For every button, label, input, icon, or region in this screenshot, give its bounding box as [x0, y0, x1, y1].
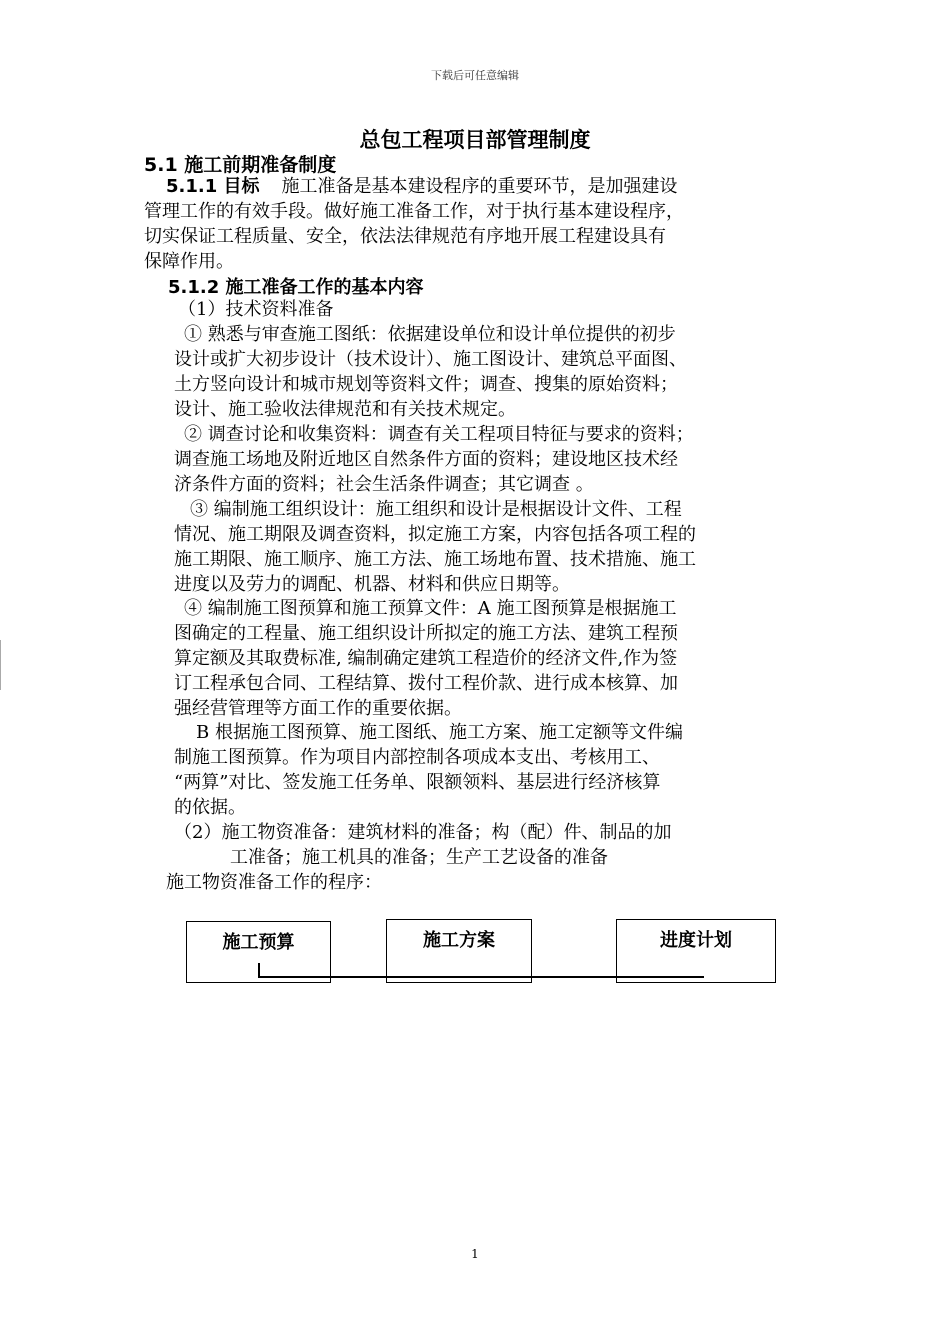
margin-mark: [0, 640, 1, 690]
para-5-1-1-text-1: 施工准备是基本建设程序的重要环节，是加强建设: [281, 176, 678, 197]
page-number: 1: [471, 1247, 479, 1261]
body-line: 制施工图预算。作为项目内部控制各项成本支出、考核用工、: [174, 747, 660, 768]
para-5-1-1-label: 5.1.1 目标: [166, 176, 260, 197]
body-line: ② 调查讨论和收集资料：调查有关工程项目特征与要求的资料；: [184, 424, 694, 445]
flow-box-label: 进度计划: [660, 930, 732, 951]
body-line: 强经营管理等方面工作的重要依据。: [174, 698, 462, 719]
body-line: 设计、施工验收法律规范和有关技术规定。: [174, 399, 516, 420]
item-1-heading: （1）技术资料准备: [178, 299, 334, 320]
body-line: 进度以及劳力的调配、机器、材料和供应日期等。: [174, 574, 570, 595]
body-line: “两算”对比、签发施工任务单、限额领料、基层进行经济核算: [174, 772, 661, 793]
body-line: （2）施工物资准备：建筑材料的准备；构（配）件、制品的加: [174, 822, 672, 843]
document-title: 总包工程项目部管理制度: [359, 128, 591, 152]
body-line: B 根据施工图预算、施工图纸、施工方案、施工定额等文件编: [196, 722, 683, 743]
para-5-1-1-line-4: 保障作用。: [144, 251, 234, 272]
body-line: 土方竖向设计和城市规划等资料文件；调查、搜集的原始资料；: [174, 374, 678, 395]
flow-connector: [258, 963, 260, 977]
para-5-1-1-line-2: 管理工作的有效手段。做好施工准备工作，对于执行基本建设程序，: [144, 201, 684, 222]
body-line: 调查施工场地及附近地区自然条件方面的资料；建设地区技术经: [174, 449, 678, 470]
page-header: 下载后可任意编辑: [431, 69, 519, 82]
para-5-1-1-line-3: 切实保证工程质量、安全，依法法律规范有序地开展工程建设具有: [144, 226, 666, 247]
body-line: ① 熟悉与审查施工图纸：依据建设单位和设计单位提供的初步: [184, 324, 676, 345]
body-line: 情况、施工期限及调查资料，拟定施工方案，内容包括各项工程的: [174, 524, 696, 545]
section-heading-5-1-2: 5.1.2 施工准备工作的基本内容: [168, 277, 424, 298]
para-5-1-1-line-1: [166, 175, 678, 199]
body-line: 订工程承包合同、工程结算、拨付工程价款、进行成本核算、加: [174, 673, 678, 694]
flow-box-label: 施工预算: [222, 932, 295, 953]
body-line: 施工物资准备工作的程序：: [166, 872, 382, 893]
flow-connector: [258, 976, 704, 978]
body-line: 设计或扩大初步设计（技术设计）、施工图设计、建筑总平面图、: [174, 349, 687, 370]
flow-box-label: 施工方案: [423, 930, 495, 951]
body-line: 的依据。: [174, 797, 246, 818]
body-line: 图确定的工程量、施工组织设计所拟定的施工方法、建筑工程预: [174, 623, 678, 644]
body-line: 算定额及其取费标准, 编制确定建筑工程造价的经济文件,作为签: [174, 648, 678, 669]
flow-box-plan: [386, 919, 532, 983]
body-line: ③ 编制施工组织设计：施工组织和设计是根据设计文件、工程: [190, 499, 682, 520]
body-line: 工准备；施工机具的准备；生产工艺设备的准备: [230, 847, 608, 868]
section-heading-5-1: 5.1 施工前期准备制度: [144, 154, 337, 176]
body-line: 济条件方面的资料；社会生活条件调查；其它调查 。: [174, 474, 594, 495]
flow-box-schedule: [616, 919, 776, 983]
body-line: 施工期限、施工顺序、施工方法、施工场地布置、技术措施、施工: [174, 549, 696, 570]
body-line: ④ 编制施工图预算和施工预算文件：A 施工图预算是根据施工: [184, 598, 677, 619]
